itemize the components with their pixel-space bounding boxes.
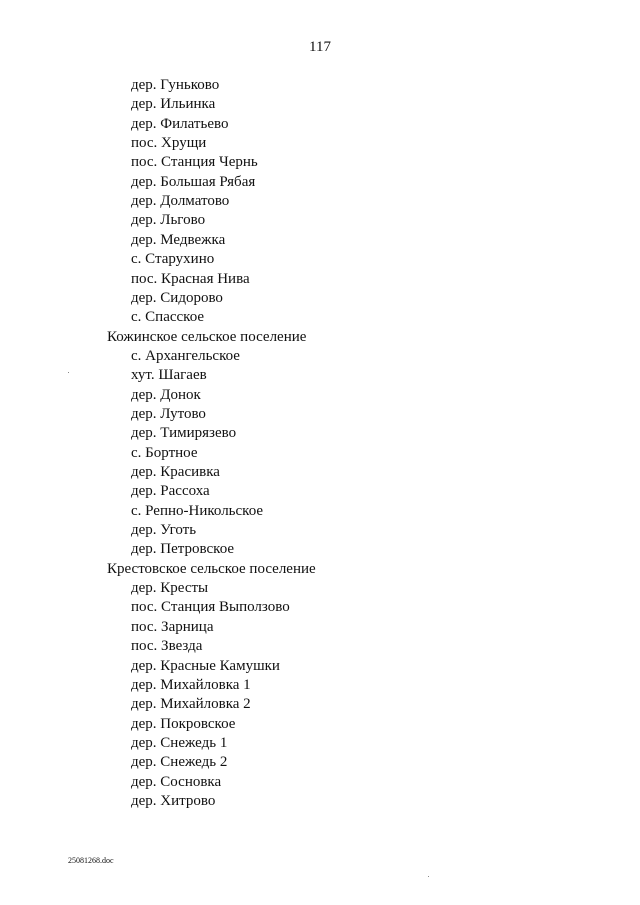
settlement-entry: дер. Красивка xyxy=(131,464,220,480)
settlement-entry: дер. Рассоха xyxy=(131,483,210,500)
settlement-entry: дер. Тимирязево xyxy=(131,425,237,442)
scan-speck xyxy=(68,372,69,373)
page-number: 117 xyxy=(309,39,331,55)
settlement-group-heading: Крестовское сельское поселение xyxy=(107,560,316,577)
footer-filename: 25081268.doc xyxy=(68,856,114,865)
settlement-entry: пос. Станция Выползово xyxy=(131,599,290,616)
settlement-entry: с. Архангельское xyxy=(131,347,240,364)
settlement-entry: дер. Снежедь 2 xyxy=(131,754,228,771)
settlement-group-heading: Кожинское сельское поселение xyxy=(107,328,307,345)
settlement-entry: дер. Михайловка 1 xyxy=(131,676,251,693)
settlement-entry: пос. Красная Нива xyxy=(131,270,250,287)
settlement-entry: пос. Хрущи xyxy=(131,135,207,152)
settlement-entry: дер. Долматово xyxy=(131,193,230,210)
settlement-entry: дер. Покровское xyxy=(131,715,236,732)
settlement-entry: дер. Большая Рябая xyxy=(131,173,256,190)
settlement-entry: хут. Шагаев xyxy=(131,367,207,384)
settlement-entry: дер. Сидорово xyxy=(131,289,223,306)
settlement-entry: пос. Звезда xyxy=(131,638,203,655)
settlement-entry: дер. Льгово xyxy=(131,212,206,229)
settlement-entry: с. Репно-Никольское xyxy=(131,502,264,519)
settlement-entry: дер. Петровское xyxy=(131,541,235,558)
settlement-entry: дер. Донок xyxy=(131,386,201,403)
settlement-entry: дер. Снежедь 1 xyxy=(131,734,228,751)
scan-speck xyxy=(428,876,429,877)
settlement-entry: дер. Кресты xyxy=(131,580,209,597)
settlement-entry: дер. Медвежка xyxy=(131,231,226,248)
settlement-entry: дер. Красные Камушки xyxy=(131,657,280,674)
settlement-entry: пос. Зарница xyxy=(131,618,214,635)
settlement-entry: с. Старухино xyxy=(131,251,215,268)
settlement-entry: дер. Уготь xyxy=(131,522,197,539)
settlement-entry: дер. Ильинка xyxy=(131,96,216,113)
settlement-entry: с. Спасское xyxy=(131,309,205,326)
settlement-entry: дер. Филатьево xyxy=(131,115,229,132)
settlement-entry: дер. Гуньково xyxy=(131,77,220,93)
settlement-entry: пос. Станция Чернь xyxy=(131,154,258,171)
settlement-entry: дер. Михайловка 2 xyxy=(131,696,251,713)
settlement-entry: дер. Лутово xyxy=(131,405,206,422)
settlement-entry: с. Бортное xyxy=(131,444,198,461)
settlement-entry: дер. Сосновка xyxy=(131,773,222,790)
settlement-entry: дер. Хитрово xyxy=(131,792,216,809)
